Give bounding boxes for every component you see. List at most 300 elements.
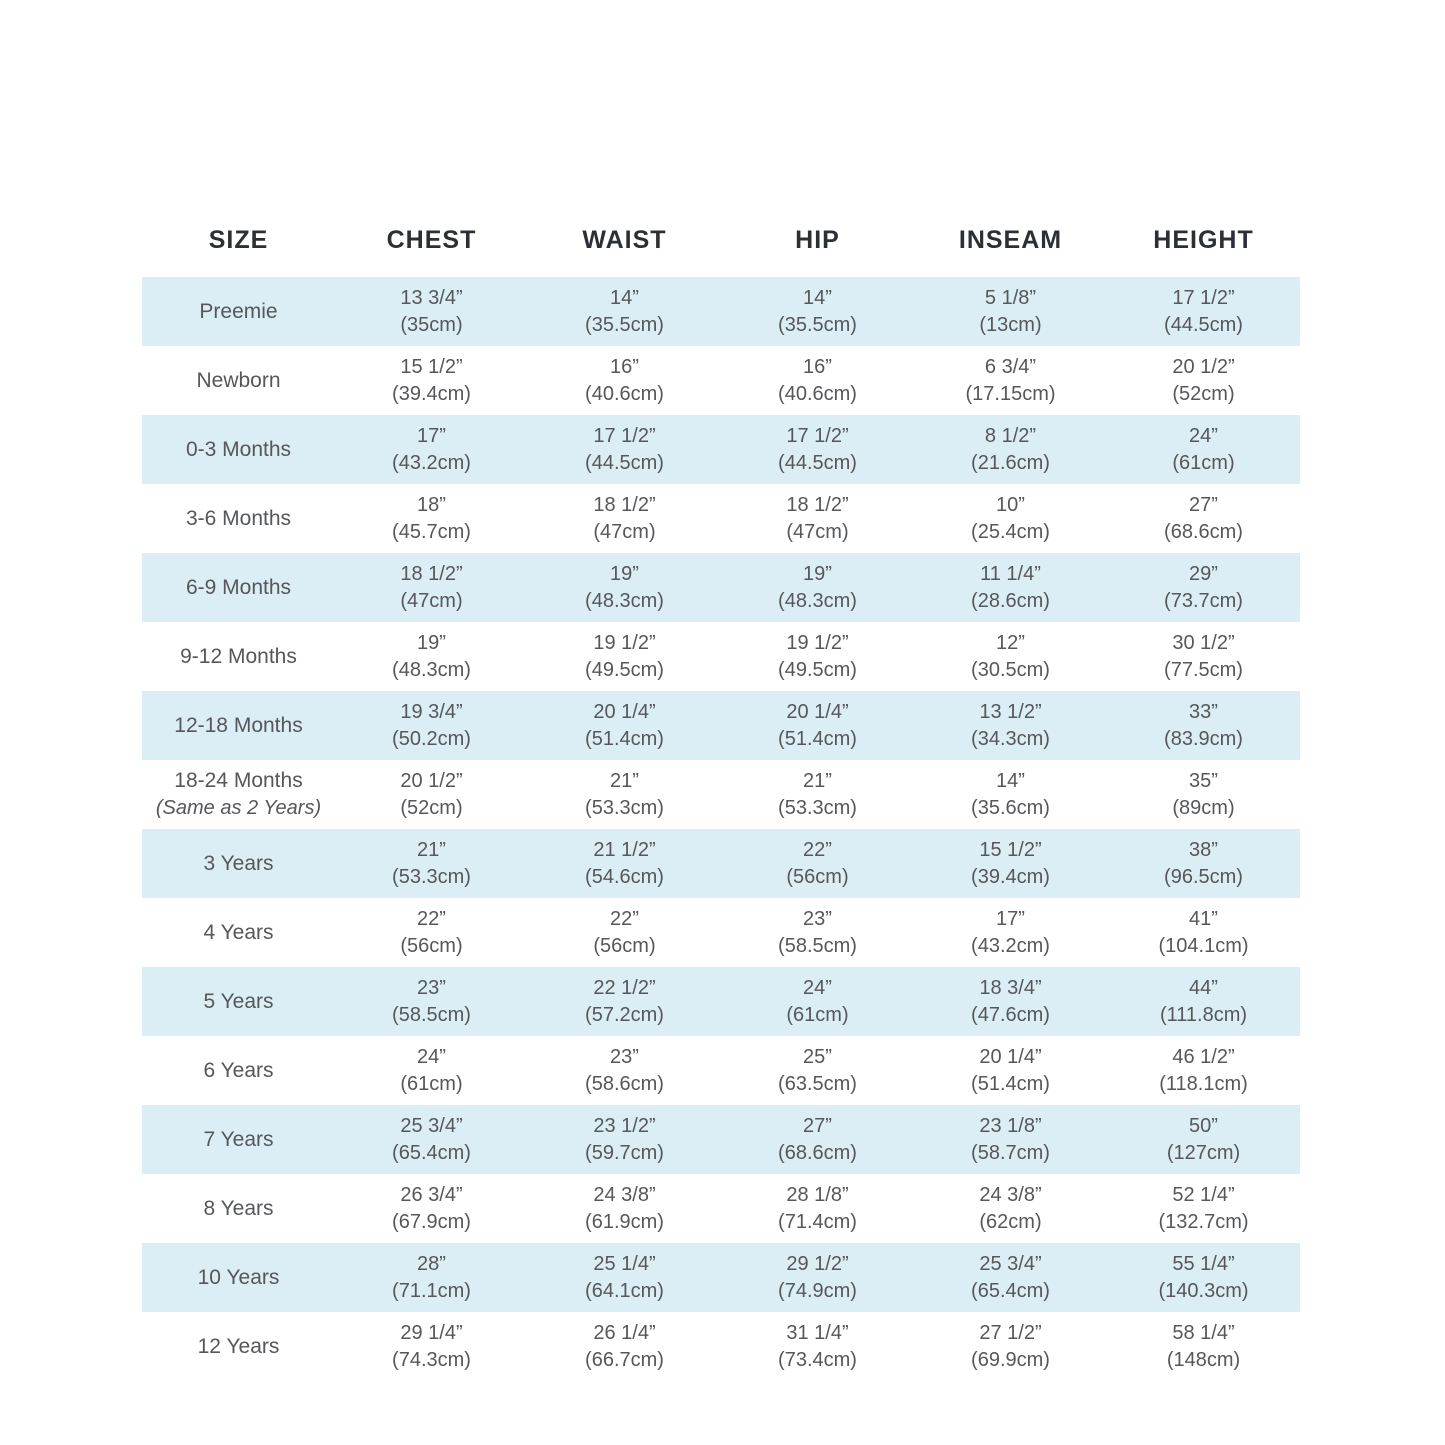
measurement-cell bbox=[1107, 484, 1300, 553]
size-label-cell bbox=[142, 484, 335, 553]
size-label: 3-6 Months bbox=[185, 506, 292, 530]
value-inches: 24 3/8” bbox=[979, 1184, 1042, 1207]
value-cm: (49.5cm) bbox=[778, 658, 857, 681]
value-inches: 19” bbox=[803, 563, 832, 586]
size-table bbox=[142, 226, 1300, 1381]
value-inches: 17 1/2” bbox=[786, 425, 849, 448]
value-inches: 23” bbox=[803, 908, 832, 931]
measurement-cell bbox=[1107, 346, 1300, 415]
value-inches: 20 1/4” bbox=[786, 701, 849, 724]
value-inches: 31 1/4” bbox=[786, 1322, 849, 1345]
value-inches: 30 1/2” bbox=[1172, 632, 1235, 655]
value-inches: 18 3/4” bbox=[979, 977, 1042, 1000]
size-label: 6-9 Months bbox=[185, 575, 292, 599]
measurement-cell bbox=[721, 484, 914, 553]
measurement-cell bbox=[528, 691, 721, 760]
measurement-cell bbox=[914, 346, 1107, 415]
measurement-cell bbox=[914, 691, 1107, 760]
measurement-cell bbox=[528, 1312, 721, 1381]
value-cm: (104.1cm) bbox=[1158, 934, 1249, 957]
size-label-cell bbox=[142, 1105, 335, 1174]
measurement-cell bbox=[528, 967, 721, 1036]
measurement-cell bbox=[914, 760, 1107, 829]
value-inches: 19 1/2” bbox=[593, 632, 656, 655]
table-row bbox=[142, 1174, 1300, 1243]
value-inches: 11 1/4” bbox=[980, 563, 1041, 586]
value-cm: (61cm) bbox=[1172, 451, 1235, 474]
measurement-cell bbox=[528, 1243, 721, 1312]
table-row bbox=[142, 967, 1300, 1036]
table-row bbox=[142, 1312, 1300, 1381]
header-height: HEIGHT bbox=[1153, 226, 1254, 254]
value-inches: 55 1/4” bbox=[1172, 1253, 1235, 1276]
size-label-cell bbox=[142, 1174, 335, 1243]
value-inches: 17” bbox=[996, 908, 1025, 931]
value-inches: 17 1/2” bbox=[1172, 287, 1235, 310]
value-cm: (54.6cm) bbox=[585, 865, 664, 888]
measurement-cell bbox=[1107, 760, 1300, 829]
value-cm: (66.7cm) bbox=[585, 1348, 664, 1371]
value-cm: (56cm) bbox=[400, 934, 463, 957]
measurement-cell bbox=[335, 1174, 528, 1243]
value-inches: 19” bbox=[610, 563, 639, 586]
measurement-cell bbox=[1107, 1243, 1300, 1312]
value-inches: 24” bbox=[803, 977, 832, 1000]
value-cm: (132.7cm) bbox=[1158, 1210, 1249, 1233]
value-cm: (47cm) bbox=[786, 520, 849, 543]
value-inches: 33” bbox=[1189, 701, 1218, 724]
value-inches: 20 1/2” bbox=[1172, 356, 1235, 379]
table-row bbox=[142, 898, 1300, 967]
value-cm: (65.4cm) bbox=[392, 1141, 471, 1164]
value-cm: (44.5cm) bbox=[1164, 313, 1243, 336]
measurement-cell bbox=[721, 829, 914, 898]
measurement-cell bbox=[528, 622, 721, 691]
value-inches: 8 1/2” bbox=[984, 425, 1037, 448]
value-inches: 28” bbox=[417, 1253, 446, 1276]
value-cm: (73.7cm) bbox=[1164, 589, 1243, 612]
measurement-cell bbox=[335, 1036, 528, 1105]
measurement-cell bbox=[1107, 553, 1300, 622]
value-inches: 20 1/2” bbox=[400, 770, 463, 793]
value-inches: 18” bbox=[417, 494, 446, 517]
value-inches: 46 1/2” bbox=[1172, 1046, 1235, 1069]
measurement-cell bbox=[914, 1036, 1107, 1105]
value-cm: (49.5cm) bbox=[585, 658, 664, 681]
value-inches: 10” bbox=[996, 494, 1025, 517]
value-inches: 27” bbox=[803, 1115, 832, 1138]
size-label-note: (Same as 2 Years) bbox=[155, 797, 322, 820]
size-label: 8 Years bbox=[203, 1196, 274, 1220]
measurement-cell bbox=[914, 1174, 1107, 1243]
header-waist: WAIST bbox=[582, 226, 667, 254]
value-inches: 22” bbox=[417, 908, 446, 931]
size-label: 6 Years bbox=[203, 1058, 274, 1082]
value-cm: (43.2cm) bbox=[971, 934, 1050, 957]
value-cm: (17.15cm) bbox=[965, 382, 1056, 405]
size-label-cell bbox=[142, 760, 335, 829]
table-row bbox=[142, 829, 1300, 898]
value-cm: (68.6cm) bbox=[1164, 520, 1243, 543]
measurement-cell bbox=[721, 1312, 914, 1381]
value-inches: 44” bbox=[1189, 977, 1218, 1000]
value-cm: (58.5cm) bbox=[392, 1003, 471, 1026]
value-inches: 29” bbox=[1189, 563, 1218, 586]
size-label: 18-24 Months bbox=[174, 769, 303, 793]
size-label-cell bbox=[142, 277, 335, 346]
measurement-cell bbox=[721, 1105, 914, 1174]
size-label: 5 Years bbox=[203, 989, 274, 1013]
measurement-cell bbox=[1107, 1312, 1300, 1381]
measurement-cell bbox=[1107, 1174, 1300, 1243]
measurement-cell bbox=[914, 967, 1107, 1036]
value-cm: (140.3cm) bbox=[1158, 1279, 1249, 1302]
size-label-cell bbox=[142, 415, 335, 484]
value-inches: 18 1/2” bbox=[400, 563, 463, 586]
measurement-cell bbox=[914, 622, 1107, 691]
value-cm: (83.9cm) bbox=[1164, 727, 1243, 750]
size-label-cell bbox=[142, 553, 335, 622]
value-inches: 23” bbox=[417, 977, 446, 1000]
value-cm: (47cm) bbox=[593, 520, 656, 543]
value-inches: 12” bbox=[996, 632, 1025, 655]
size-label-cell bbox=[142, 1036, 335, 1105]
measurement-cell bbox=[335, 967, 528, 1036]
measurement-cell bbox=[721, 415, 914, 484]
measurement-cell bbox=[1107, 277, 1300, 346]
value-cm: (73.4cm) bbox=[778, 1348, 857, 1371]
value-inches: 22” bbox=[610, 908, 639, 931]
value-inches: 6 3/4” bbox=[984, 356, 1037, 379]
value-inches: 13 3/4” bbox=[400, 287, 463, 310]
measurement-cell bbox=[528, 346, 721, 415]
value-inches: 41” bbox=[1189, 908, 1218, 931]
size-label: 3 Years bbox=[203, 851, 274, 875]
value-inches: 13 1/2” bbox=[979, 701, 1042, 724]
value-cm: (51.4cm) bbox=[585, 727, 664, 750]
value-inches: 58 1/4” bbox=[1172, 1322, 1235, 1345]
value-inches: 26 3/4” bbox=[400, 1184, 463, 1207]
measurement-cell bbox=[721, 898, 914, 967]
size-label: Preemie bbox=[199, 299, 278, 323]
value-inches: 25 3/4” bbox=[979, 1253, 1042, 1276]
value-cm: (48.3cm) bbox=[778, 589, 857, 612]
value-inches: 18 1/2” bbox=[593, 494, 656, 517]
size-label: 4 Years bbox=[203, 920, 274, 944]
size-label: 7 Years bbox=[203, 1127, 274, 1151]
measurement-cell bbox=[1107, 415, 1300, 484]
measurement-cell bbox=[721, 691, 914, 760]
size-label: 10 Years bbox=[197, 1265, 280, 1289]
value-inches: 19 3/4” bbox=[400, 701, 463, 724]
measurement-cell bbox=[721, 1036, 914, 1105]
measurement-cell bbox=[914, 553, 1107, 622]
measurement-cell bbox=[914, 484, 1107, 553]
value-cm: (96.5cm) bbox=[1164, 865, 1243, 888]
table-row bbox=[142, 691, 1300, 760]
table-row bbox=[142, 760, 1300, 829]
value-cm: (58.6cm) bbox=[585, 1072, 664, 1095]
measurement-cell bbox=[528, 553, 721, 622]
header-size: SIZE bbox=[208, 226, 269, 254]
value-inches: 24 3/8” bbox=[593, 1184, 656, 1207]
value-cm: (35.5cm) bbox=[585, 313, 664, 336]
measurement-cell bbox=[1107, 1036, 1300, 1105]
value-inches: 14” bbox=[803, 287, 832, 310]
value-cm: (148cm) bbox=[1166, 1348, 1241, 1371]
measurement-cell bbox=[335, 277, 528, 346]
value-cm: (21.6cm) bbox=[971, 451, 1050, 474]
measurement-cell bbox=[335, 760, 528, 829]
value-inches: 21” bbox=[417, 839, 446, 862]
header-chest: CHEST bbox=[386, 226, 477, 254]
measurement-cell bbox=[335, 691, 528, 760]
value-inches: 21” bbox=[803, 770, 832, 793]
table-row bbox=[142, 622, 1300, 691]
value-cm: (48.3cm) bbox=[585, 589, 664, 612]
value-cm: (74.3cm) bbox=[392, 1348, 471, 1371]
value-inches: 19” bbox=[417, 632, 446, 655]
value-cm: (65.4cm) bbox=[971, 1279, 1050, 1302]
value-inches: 19 1/2” bbox=[786, 632, 849, 655]
value-cm: (47cm) bbox=[400, 589, 463, 612]
measurement-cell bbox=[721, 622, 914, 691]
measurement-cell bbox=[335, 1243, 528, 1312]
value-cm: (35.6cm) bbox=[971, 796, 1050, 819]
value-cm: (35cm) bbox=[400, 313, 463, 336]
value-inches: 20 1/4” bbox=[593, 701, 656, 724]
size-label-cell bbox=[142, 1243, 335, 1312]
value-inches: 17” bbox=[417, 425, 446, 448]
value-cm: (59.7cm) bbox=[585, 1141, 664, 1164]
table-row bbox=[142, 553, 1300, 622]
value-cm: (89cm) bbox=[1172, 796, 1235, 819]
size-label: 0-3 Months bbox=[185, 437, 292, 461]
measurement-cell bbox=[1107, 1105, 1300, 1174]
measurement-cell bbox=[914, 1243, 1107, 1312]
value-cm: (34.3cm) bbox=[971, 727, 1050, 750]
value-cm: (58.7cm) bbox=[971, 1141, 1050, 1164]
value-cm: (61cm) bbox=[400, 1072, 463, 1095]
measurement-cell bbox=[914, 898, 1107, 967]
value-cm: (28.6cm) bbox=[971, 589, 1050, 612]
size-label: 9-12 Months bbox=[180, 644, 297, 668]
measurement-cell bbox=[335, 622, 528, 691]
size-table-body bbox=[142, 277, 1300, 1381]
measurement-cell bbox=[335, 346, 528, 415]
measurement-cell bbox=[721, 1243, 914, 1312]
value-inches: 15 1/2” bbox=[400, 356, 463, 379]
value-cm: (40.6cm) bbox=[778, 382, 857, 405]
measurement-cell bbox=[914, 415, 1107, 484]
value-inches: 35” bbox=[1189, 770, 1218, 793]
size-label-cell bbox=[142, 829, 335, 898]
measurement-cell bbox=[721, 346, 914, 415]
value-inches: 52 1/4” bbox=[1172, 1184, 1235, 1207]
value-inches: 29 1/2” bbox=[786, 1253, 849, 1276]
header-inseam: INSEAM bbox=[958, 226, 1063, 254]
value-inches: 24” bbox=[417, 1046, 446, 1069]
table-row bbox=[142, 1105, 1300, 1174]
measurement-cell bbox=[1107, 691, 1300, 760]
value-inches: 17 1/2” bbox=[593, 425, 656, 448]
value-cm: (53.3cm) bbox=[778, 796, 857, 819]
size-label-cell bbox=[142, 1312, 335, 1381]
measurement-cell bbox=[528, 1174, 721, 1243]
table-row bbox=[142, 346, 1300, 415]
value-cm: (71.4cm) bbox=[778, 1210, 857, 1233]
value-cm: (50.2cm) bbox=[392, 727, 471, 750]
value-inches: 15 1/2” bbox=[979, 839, 1042, 862]
measurement-cell bbox=[335, 484, 528, 553]
value-inches: 25” bbox=[803, 1046, 832, 1069]
value-cm: (67.9cm) bbox=[392, 1210, 471, 1233]
size-label: 12-18 Months bbox=[174, 713, 303, 737]
header-hip: HIP bbox=[795, 226, 840, 254]
value-inches: 20 1/4” bbox=[979, 1046, 1042, 1069]
value-inches: 25 1/4” bbox=[593, 1253, 656, 1276]
measurement-cell bbox=[528, 1105, 721, 1174]
measurement-cell bbox=[721, 760, 914, 829]
value-cm: (57.2cm) bbox=[585, 1003, 664, 1026]
value-cm: (68.6cm) bbox=[778, 1141, 857, 1164]
value-cm: (43.2cm) bbox=[392, 451, 471, 474]
value-inches: 50” bbox=[1189, 1115, 1218, 1138]
measurement-cell bbox=[721, 1174, 914, 1243]
size-table-header bbox=[142, 226, 1300, 277]
measurement-cell bbox=[528, 415, 721, 484]
measurement-cell bbox=[1107, 898, 1300, 967]
size-label-cell bbox=[142, 691, 335, 760]
table-row bbox=[142, 415, 1300, 484]
value-cm: (69.9cm) bbox=[971, 1348, 1050, 1371]
value-cm: (45.7cm) bbox=[392, 520, 471, 543]
measurement-cell bbox=[335, 553, 528, 622]
value-cm: (52cm) bbox=[1172, 382, 1235, 405]
measurement-cell bbox=[721, 553, 914, 622]
table-row bbox=[142, 484, 1300, 553]
value-cm: (25.4cm) bbox=[971, 520, 1050, 543]
measurement-cell bbox=[335, 1105, 528, 1174]
value-inches: 22” bbox=[803, 839, 832, 862]
table-row bbox=[142, 277, 1300, 346]
measurement-cell bbox=[528, 484, 721, 553]
value-cm: (44.5cm) bbox=[585, 451, 664, 474]
value-cm: (61.9cm) bbox=[585, 1210, 664, 1233]
value-inches: 5 1/8” bbox=[984, 287, 1037, 310]
value-inches: 16” bbox=[610, 356, 639, 379]
measurement-cell bbox=[335, 1312, 528, 1381]
value-inches: 27” bbox=[1189, 494, 1218, 517]
value-inches: 16” bbox=[803, 356, 832, 379]
value-inches: 14” bbox=[610, 287, 639, 310]
value-cm: (52cm) bbox=[400, 796, 463, 819]
measurement-cell bbox=[1107, 967, 1300, 1036]
measurement-cell bbox=[914, 1312, 1107, 1381]
value-cm: (51.4cm) bbox=[971, 1072, 1050, 1095]
measurement-cell bbox=[528, 1036, 721, 1105]
size-label: 12 Years bbox=[197, 1334, 280, 1358]
measurement-cell bbox=[1107, 622, 1300, 691]
value-inches: 29 1/4” bbox=[400, 1322, 463, 1345]
value-inches: 22 1/2” bbox=[593, 977, 656, 1000]
value-cm: (118.1cm) bbox=[1159, 1072, 1248, 1095]
value-cm: (64.1cm) bbox=[585, 1279, 664, 1302]
measurement-cell bbox=[528, 277, 721, 346]
measurement-cell bbox=[335, 829, 528, 898]
measurement-cell bbox=[528, 898, 721, 967]
value-inches: 24” bbox=[1189, 425, 1218, 448]
value-inches: 23 1/2” bbox=[593, 1115, 656, 1138]
value-cm: (51.4cm) bbox=[778, 727, 857, 750]
measurement-cell bbox=[528, 760, 721, 829]
table-row bbox=[142, 1243, 1300, 1312]
value-cm: (56cm) bbox=[786, 865, 849, 888]
value-cm: (13cm) bbox=[979, 313, 1042, 336]
value-cm: (61cm) bbox=[786, 1003, 849, 1026]
measurement-cell bbox=[914, 277, 1107, 346]
value-cm: (35.5cm) bbox=[778, 313, 857, 336]
size-label-cell bbox=[142, 622, 335, 691]
value-cm: (53.3cm) bbox=[585, 796, 664, 819]
measurement-cell bbox=[914, 1105, 1107, 1174]
value-inches: 27 1/2” bbox=[979, 1322, 1042, 1345]
value-inches: 21 1/2” bbox=[593, 839, 656, 862]
value-cm: (77.5cm) bbox=[1164, 658, 1243, 681]
value-cm: (111.8cm) bbox=[1159, 1003, 1248, 1026]
value-inches: 18 1/2” bbox=[786, 494, 849, 517]
value-cm: (63.5cm) bbox=[778, 1072, 857, 1095]
value-cm: (39.4cm) bbox=[971, 865, 1050, 888]
value-inches: 25 3/4” bbox=[400, 1115, 463, 1138]
value-cm: (71.1cm) bbox=[392, 1279, 471, 1302]
value-cm: (48.3cm) bbox=[392, 658, 471, 681]
size-label-cell bbox=[142, 967, 335, 1036]
size-label-cell bbox=[142, 346, 335, 415]
table-row bbox=[142, 1036, 1300, 1105]
value-cm: (53.3cm) bbox=[392, 865, 471, 888]
measurement-cell bbox=[721, 967, 914, 1036]
value-cm: (44.5cm) bbox=[778, 451, 857, 474]
value-inches: 23” bbox=[610, 1046, 639, 1069]
value-inches: 38” bbox=[1189, 839, 1218, 862]
value-cm: (58.5cm) bbox=[778, 934, 857, 957]
value-inches: 23 1/8” bbox=[979, 1115, 1042, 1138]
value-cm: (62cm) bbox=[979, 1210, 1042, 1233]
measurement-cell bbox=[335, 415, 528, 484]
value-cm: (56cm) bbox=[593, 934, 656, 957]
measurement-cell bbox=[914, 829, 1107, 898]
measurement-cell bbox=[721, 277, 914, 346]
size-label: Newborn bbox=[196, 368, 281, 392]
measurement-cell bbox=[528, 829, 721, 898]
size-label-cell bbox=[142, 898, 335, 967]
value-cm: (47.6cm) bbox=[971, 1003, 1050, 1026]
value-inches: 21” bbox=[610, 770, 639, 793]
measurement-cell bbox=[335, 898, 528, 967]
size-chart bbox=[142, 226, 1300, 1381]
value-inches: 14” bbox=[996, 770, 1025, 793]
value-cm: (39.4cm) bbox=[392, 382, 471, 405]
value-inches: 28 1/8” bbox=[786, 1184, 849, 1207]
value-inches: 26 1/4” bbox=[593, 1322, 656, 1345]
measurement-cell bbox=[1107, 829, 1300, 898]
value-cm: (127cm) bbox=[1166, 1141, 1241, 1164]
value-cm: (40.6cm) bbox=[585, 382, 664, 405]
value-cm: (74.9cm) bbox=[778, 1279, 857, 1302]
header-row bbox=[142, 226, 1300, 277]
value-cm: (30.5cm) bbox=[971, 658, 1050, 681]
